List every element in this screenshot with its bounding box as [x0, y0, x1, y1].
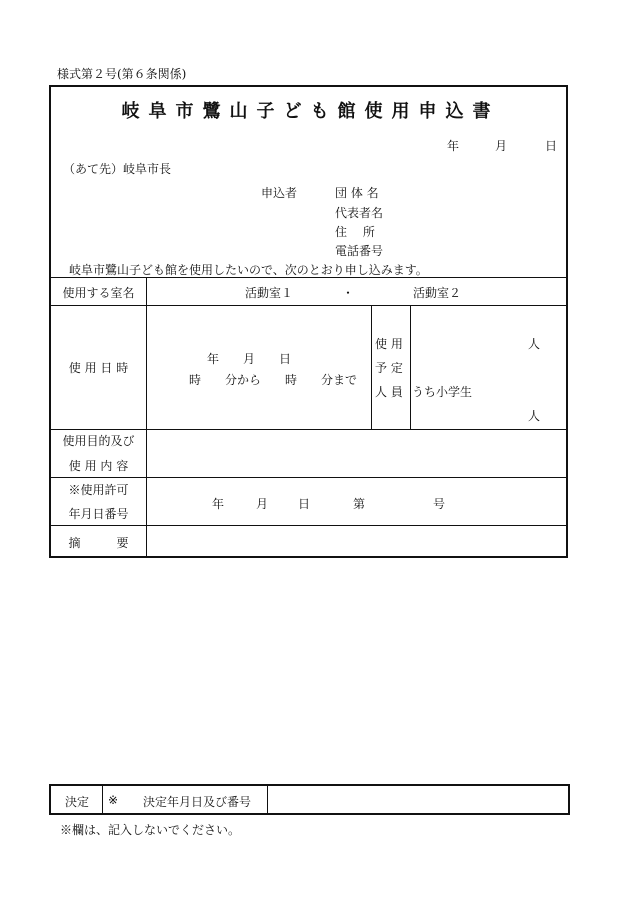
label-column-divider [146, 277, 147, 558]
permit-year: 年 [212, 497, 225, 511]
room-label: 使用する室名 [62, 286, 135, 300]
purpose-label-1: 使用目的及び [62, 434, 135, 448]
decision-label: 決定 [65, 795, 90, 809]
applicant-label: 申込者 [261, 186, 298, 200]
representative-label: 代表者名 [335, 206, 384, 220]
phone-label: 電話番号 [335, 244, 384, 258]
decision-box [49, 784, 570, 815]
date-day: 日 [545, 139, 558, 153]
address-label: 住 所 [335, 225, 375, 239]
room-option-1: 活動室１ [245, 286, 294, 300]
form-number: 様式第２号(第６条関係) [57, 67, 187, 81]
room-option-2: 活動室２ [413, 286, 462, 300]
datetime-label: 使 用 日 時 [68, 361, 129, 375]
permit-day: 日 [298, 497, 311, 511]
row-divider [51, 525, 568, 526]
row-divider [51, 277, 568, 278]
remarks-label: 摘 要 [68, 536, 129, 550]
permit-gou: 号 [433, 497, 446, 511]
decision-divider [267, 786, 268, 813]
room-separator: ・ [342, 286, 355, 300]
addressee: （あて先）岐阜市長 [63, 162, 172, 176]
permit-label-2: 年月日番号 [68, 507, 129, 521]
row-divider [51, 477, 568, 478]
datetime-time: 時 分から 時 分まで [189, 373, 358, 387]
purpose-label-2: 使 用 内 容 [68, 459, 129, 473]
row-divider [51, 429, 568, 430]
application-form [49, 85, 568, 558]
elementary-label: うち小学生 [412, 385, 473, 399]
date-year: 年 [447, 139, 460, 153]
planned-divider [371, 305, 372, 429]
planned-label-3: 人 員 [375, 385, 403, 399]
person-unit-2: 人 [528, 409, 541, 423]
planned-label-2: 予 定 [375, 361, 403, 375]
form-title: 岐阜市鷺山子ども館使用申込書 [121, 101, 500, 122]
request-text: 岐阜市鷺山子ども館を使用したいので、次のとおり申し込みます。 [69, 263, 428, 277]
planned-divider [410, 305, 411, 429]
person-unit: 人 [528, 337, 541, 351]
footnote: ※欄は、記入しないでください。 [60, 823, 241, 837]
row-divider [51, 305, 568, 306]
datetime-date: 年 月 日 [207, 352, 292, 366]
decision-text: 決定年月日及び番号 [143, 795, 252, 809]
permit-month: 月 [256, 497, 269, 511]
group-name-label: 団 体 名 [335, 186, 379, 200]
decision-mark: ※ [108, 793, 119, 807]
planned-label-1: 使 用 [375, 337, 403, 351]
permit-label-1: ※使用許可 [68, 483, 129, 497]
permit-dai: 第 [353, 497, 366, 511]
decision-divider [102, 786, 103, 813]
date-month: 月 [495, 139, 508, 153]
